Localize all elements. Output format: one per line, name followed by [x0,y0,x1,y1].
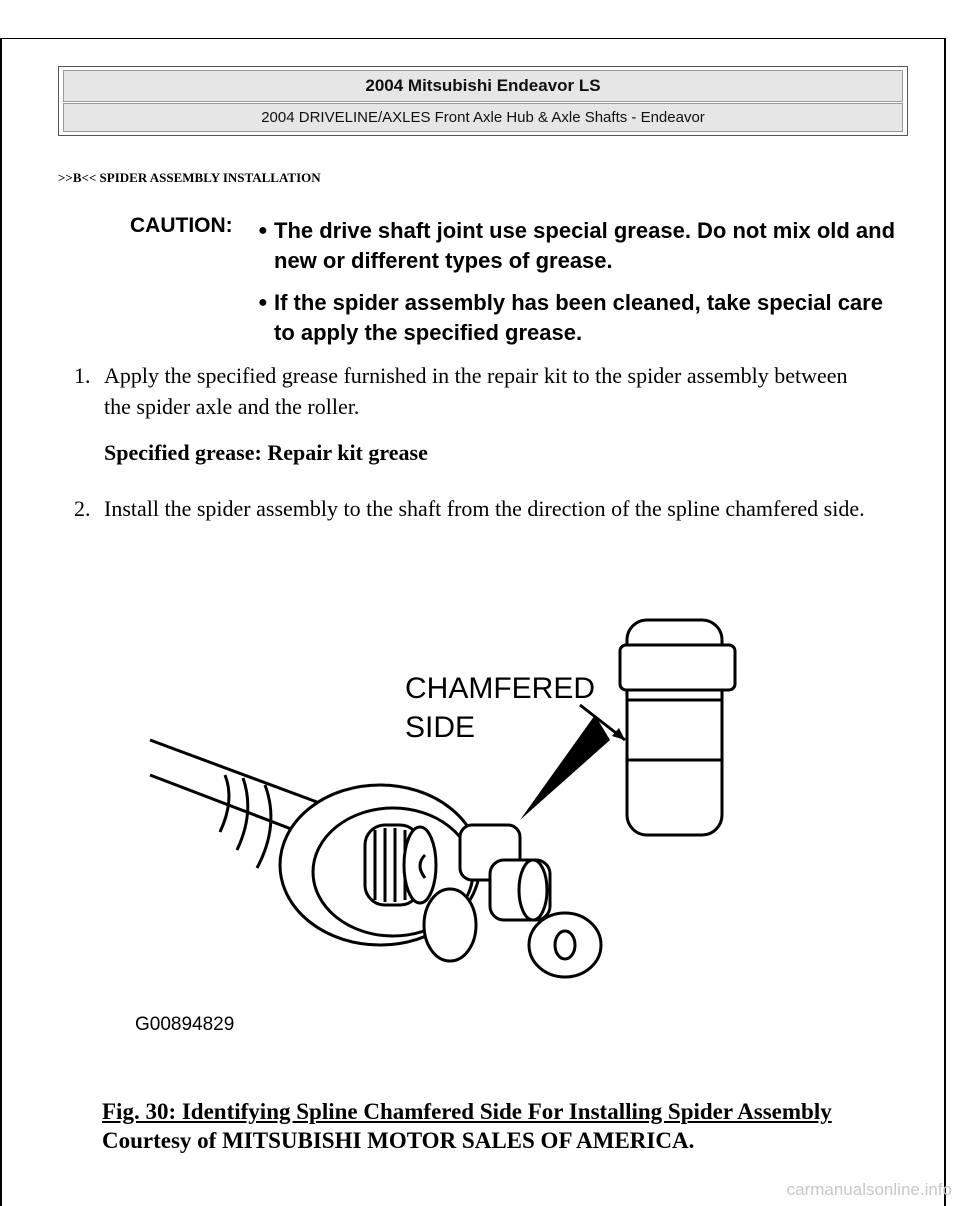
figure-code: G00894829 [135,1014,235,1035]
callout-line-1: CHAMFERED [405,672,596,705]
watermark: carmanualsonline.info [786,1180,952,1199]
step-number: 2. [74,496,91,521]
spline-inset-drawing [620,620,735,835]
step-1 [74,360,874,422]
document-header [58,66,908,136]
figure-caption: Fig. 30: Identifying Spline Chamfered Side For Installing Spider Assembly [102,1099,832,1124]
callout-line-2: SIDE [405,711,476,744]
caution-text: If the spider assembly has been cleaned, take special care to apply the specified grease. [274,290,883,345]
bullet-icon: ● [258,222,268,239]
spec-line: Specified grease: Repair kit grease [104,440,428,465]
step-number: 1. [74,363,91,388]
step-2 [74,493,874,524]
vehicle-title: 2004 Mitsubishi Endeavor LS [63,70,903,102]
caution-text: The drive shaft joint use special grease. Do not mix old and new or different types of grease. [274,218,896,273]
caution-label: CAUTION: [130,214,233,237]
pointer-wedge [520,715,610,820]
spider-assembly-illustration [125,600,765,1040]
caution-item [258,288,898,348]
bullet-icon: ● [258,294,268,311]
figure-credit: Courtesy of MITSUBISHI MOTOR SALES OF AMERICA. [102,1128,695,1153]
caution-item [258,216,898,276]
step-text: Apply the specified grease furnished in the repair kit to the spider assembly between the spider axle and the roller. [104,363,848,419]
step-text: Install the spider assembly to the shaft from the direction of the spline chamfered side. [104,496,865,521]
caution-list [258,216,898,360]
section-heading: >>B<< SPIDER ASSEMBLY INSTALLATION [58,170,321,185]
snap-ring-drawing [529,913,601,977]
section-subtitle: 2004 DRIVELINE/AXLES Front Axle Hub & Axle Shafts - Endeavor [63,103,903,132]
